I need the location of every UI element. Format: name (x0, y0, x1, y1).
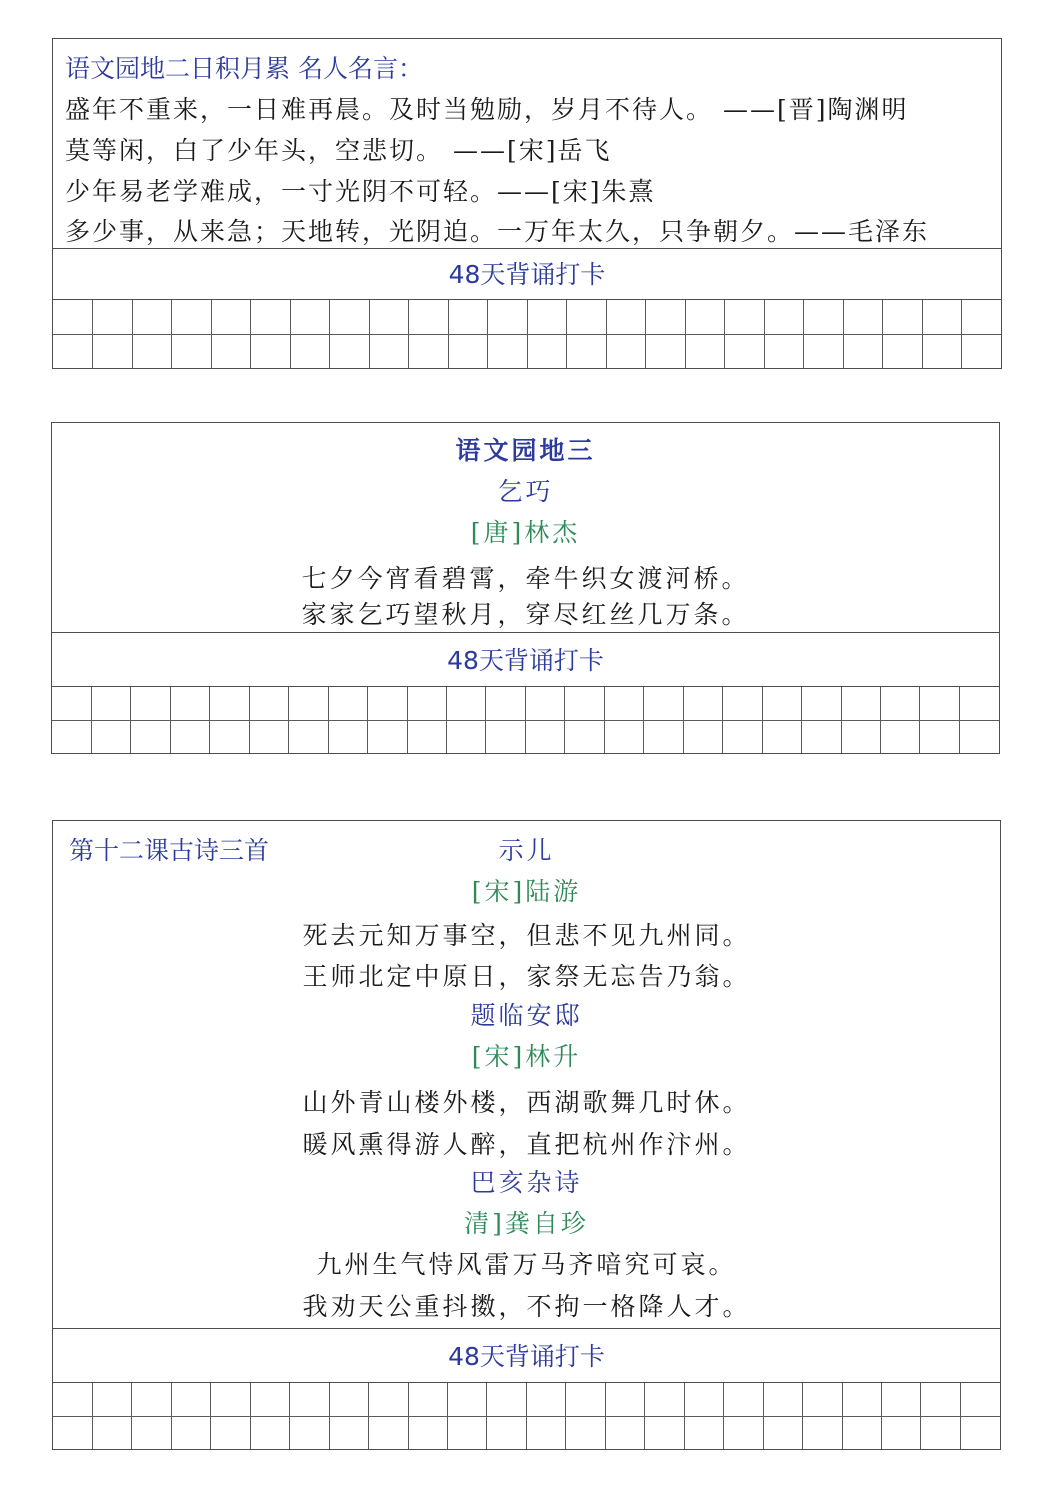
checkin-cell[interactable] (368, 687, 407, 720)
checkin-cell[interactable] (249, 687, 288, 720)
checkin-cell[interactable] (211, 334, 251, 368)
poem-line: 死去元知万事空，但悲不见九州同。 (302, 921, 751, 950)
checkin-cell[interactable] (842, 1416, 881, 1449)
checkin-cell[interactable] (93, 300, 133, 334)
checkin-cell[interactable] (883, 334, 923, 368)
checkin-cell[interactable] (606, 300, 646, 334)
checkin-cell[interactable] (922, 334, 962, 368)
poem-line: 暖风熏得游人醉，直把杭州作汴州。 (302, 1130, 751, 1159)
checkin-cell[interactable] (841, 720, 880, 753)
poem-line: 王师北定中原日，家祭无忘告乃翁。 (302, 962, 751, 991)
checkin-cell[interactable] (764, 300, 804, 334)
checkin-cell[interactable] (92, 1416, 131, 1449)
checkin-cell[interactable] (566, 1416, 605, 1449)
poem-title: 示儿 (498, 836, 555, 865)
checkin-cell[interactable] (566, 1383, 605, 1416)
poem-line: 山外青山楼外楼，西湖歌舞几时休。 (302, 1088, 751, 1117)
checkin-cell[interactable] (567, 334, 607, 368)
poem-line: 九州生气恃风雷万马齐喑究可哀。 (316, 1250, 737, 1279)
card-gushi-sanshou (52, 820, 1001, 1450)
checkin-cell[interactable] (132, 1416, 171, 1449)
poem-title: 巴亥杂诗 (470, 1168, 583, 1197)
checkin-cell[interactable] (92, 1383, 131, 1416)
checkin-cell[interactable] (764, 334, 804, 368)
checkin-cell[interactable] (250, 1416, 289, 1449)
quote-line: 盛年不重来，一日难再晨。及时当勉励，岁月不待人。 ——[晋]陶渊明 (65, 95, 909, 124)
checkin-cell[interactable] (290, 1416, 329, 1449)
checkin-cell[interactable] (487, 1383, 526, 1416)
checkin-cell[interactable] (565, 720, 604, 753)
checkin-cell[interactable] (960, 1416, 1000, 1449)
checkin-cell[interactable] (804, 334, 844, 368)
checkin-cell[interactable] (762, 720, 801, 753)
checkin-cell[interactable] (881, 720, 920, 753)
checkin-cell[interactable] (685, 334, 725, 368)
checkin-cell[interactable] (289, 720, 328, 753)
poem-line: 我劝天公重抖擞，不拘一格降人才。 (302, 1292, 751, 1321)
quote-line: 少年易老学难成，一寸光阴不可轻。——[宋]朱熹 (65, 177, 656, 206)
card3-heading: 第十二课古诗三首 (69, 836, 270, 865)
checkin-cell[interactable] (604, 687, 643, 720)
punch-label: 48天背诵打卡 (53, 248, 1001, 301)
punch-label: 48天背诵打卡 (52, 632, 999, 688)
poem-line: 七夕今宵看碧霄，牵牛织女渡河桥。 (301, 564, 750, 593)
checkin-cell[interactable] (328, 720, 367, 753)
checkin-cell[interactable] (724, 1416, 763, 1449)
checkin-cell[interactable] (132, 300, 172, 334)
checkin-cell[interactable] (211, 1416, 250, 1449)
checkin-cell[interactable] (170, 720, 209, 753)
checkin-cell[interactable] (249, 720, 288, 753)
checkin-cell[interactable] (843, 300, 883, 334)
checkin-grid (53, 1382, 1000, 1449)
checkin-cell[interactable] (684, 1383, 723, 1416)
checkin-cell[interactable] (447, 720, 486, 753)
checkin-cell[interactable] (448, 334, 488, 368)
checkin-cell[interactable] (487, 1416, 526, 1449)
checkin-cell[interactable] (407, 687, 446, 720)
checkin-cell[interactable] (921, 1383, 960, 1416)
checkin-cell[interactable] (959, 720, 999, 753)
checkin-cell[interactable] (91, 720, 130, 753)
checkin-cell[interactable] (329, 1383, 368, 1416)
checkin-cell[interactable] (606, 334, 646, 368)
poem-title: 乞巧 (497, 477, 554, 506)
checkin-cell[interactable] (93, 334, 133, 368)
checkin-cell[interactable] (804, 300, 844, 334)
checkin-cell[interactable] (526, 1416, 565, 1449)
checkin-cell[interactable] (210, 720, 249, 753)
poem-author: [宋]陆游 (471, 877, 582, 906)
poem-line: 家家乞巧望秋月，穿尽红丝几万条。 (301, 600, 750, 629)
checkin-cell[interactable] (171, 1383, 210, 1416)
checkin-cell[interactable] (883, 300, 923, 334)
checkin-cell[interactable] (251, 300, 291, 334)
checkin-cell[interactable] (605, 1416, 644, 1449)
punch-label: 48天背诵打卡 (53, 1328, 1000, 1385)
checkin-cell[interactable] (683, 720, 722, 753)
checkin-cell[interactable] (644, 687, 683, 720)
checkin-cell[interactable] (763, 1383, 802, 1416)
checkin-cell[interactable] (645, 1383, 684, 1416)
poem-title: 题临安邸 (470, 1001, 583, 1030)
checkin-grid (52, 686, 999, 753)
checkin-cell[interactable] (644, 720, 683, 753)
checkin-cell[interactable] (684, 1416, 723, 1449)
checkin-cell[interactable] (132, 334, 172, 368)
checkin-cell[interactable] (882, 1383, 921, 1416)
checkin-cell[interactable] (53, 334, 93, 368)
checkin-cell[interactable] (962, 300, 1002, 334)
checkin-cell[interactable] (486, 720, 525, 753)
checkin-cell[interactable] (408, 1416, 447, 1449)
checkin-cell[interactable] (960, 1383, 1000, 1416)
checkin-cell[interactable] (368, 720, 407, 753)
checkin-cell[interactable] (959, 687, 999, 720)
checkin-cell[interactable] (803, 1383, 842, 1416)
checkin-cell[interactable] (486, 687, 525, 720)
checkin-cell[interactable] (290, 1383, 329, 1416)
checkin-cell[interactable] (408, 1383, 447, 1416)
checkin-cell[interactable] (646, 334, 686, 368)
checkin-cell[interactable] (211, 1383, 250, 1416)
checkin-cell[interactable] (132, 1383, 171, 1416)
checkin-cell[interactable] (131, 720, 170, 753)
checkin-cell[interactable] (330, 334, 370, 368)
checkin-cell[interactable] (329, 1416, 368, 1449)
checkin-cell[interactable] (527, 334, 567, 368)
checkin-cell[interactable] (289, 687, 328, 720)
checkin-cell[interactable] (525, 720, 564, 753)
checkin-cell[interactable] (251, 334, 291, 368)
card-yuwen-yuandi-san (51, 422, 1000, 754)
poem-author: [唐]林杰 (470, 518, 581, 547)
checkin-grid (53, 299, 1001, 368)
checkin-cell[interactable] (290, 334, 330, 368)
checkin-cell[interactable] (172, 334, 212, 368)
checkin-cell[interactable] (762, 687, 801, 720)
checkin-cell[interactable] (567, 300, 607, 334)
quote-line: 莫等闲，白了少年头，空悲切。 ——[宋]岳飞 (65, 136, 612, 165)
checkin-cell[interactable] (842, 1383, 881, 1416)
checkin-cell[interactable] (881, 687, 920, 720)
poem-author: 清]龚自珍 (464, 1209, 589, 1238)
checkin-cell[interactable] (53, 1416, 92, 1449)
checkin-cell[interactable] (725, 334, 765, 368)
checkin-cell[interactable] (407, 720, 446, 753)
checkin-cell[interactable] (488, 300, 528, 334)
checkin-cell[interactable] (882, 1416, 921, 1449)
checkin-cell[interactable] (210, 687, 249, 720)
card1-heading: 语文园地二日积月累 名人名言： (65, 54, 423, 83)
checkin-cell[interactable] (131, 687, 170, 720)
checkin-cell[interactable] (645, 1416, 684, 1449)
poem-author: [宋]林升 (471, 1042, 582, 1071)
quote-line: 多少事，从来急；天地转，光阴迫。一万年太久，只争朝夕。——毛泽东 (65, 217, 930, 246)
checkin-cell[interactable] (685, 300, 725, 334)
checkin-cell[interactable] (723, 687, 762, 720)
checkin-cell[interactable] (605, 1383, 644, 1416)
checkin-cell[interactable] (843, 334, 883, 368)
checkin-cell[interactable] (53, 300, 93, 334)
checkin-cell[interactable] (646, 300, 686, 334)
checkin-cell[interactable] (488, 334, 528, 368)
checkin-cell[interactable] (170, 687, 209, 720)
checkin-cell[interactable] (53, 1383, 92, 1416)
checkin-cell[interactable] (565, 687, 604, 720)
checkin-cell[interactable] (448, 1383, 487, 1416)
checkin-cell[interactable] (369, 1416, 408, 1449)
checkin-cell[interactable] (409, 334, 449, 368)
checkin-cell[interactable] (409, 300, 449, 334)
checkin-cell[interactable] (328, 687, 367, 720)
checkin-cell[interactable] (52, 720, 91, 753)
checkin-cell[interactable] (841, 687, 880, 720)
checkin-cell[interactable] (725, 300, 765, 334)
checkin-cell[interactable] (448, 300, 488, 334)
checkin-cell[interactable] (172, 300, 212, 334)
checkin-cell[interactable] (802, 720, 841, 753)
checkin-cell[interactable] (369, 334, 409, 368)
checkin-cell[interactable] (921, 1416, 960, 1449)
checkin-cell[interactable] (803, 1416, 842, 1449)
card-mingren-mingyan (52, 38, 1002, 369)
checkin-cell[interactable] (447, 687, 486, 720)
checkin-cell[interactable] (211, 300, 251, 334)
checkin-cell[interactable] (920, 720, 959, 753)
checkin-cell[interactable] (290, 300, 330, 334)
checkin-cell[interactable] (604, 720, 643, 753)
checkin-cell[interactable] (52, 687, 91, 720)
checkin-cell[interactable] (802, 687, 841, 720)
checkin-cell[interactable] (369, 300, 409, 334)
checkin-cell[interactable] (91, 687, 130, 720)
checkin-cell[interactable] (683, 687, 722, 720)
checkin-cell[interactable] (250, 1383, 289, 1416)
checkin-cell[interactable] (369, 1383, 408, 1416)
checkin-cell[interactable] (723, 720, 762, 753)
checkin-cell[interactable] (922, 300, 962, 334)
checkin-cell[interactable] (526, 1383, 565, 1416)
checkin-cell[interactable] (724, 1383, 763, 1416)
checkin-cell[interactable] (527, 300, 567, 334)
checkin-cell[interactable] (763, 1416, 802, 1449)
checkin-cell[interactable] (171, 1416, 210, 1449)
checkin-cell[interactable] (448, 1416, 487, 1449)
checkin-cell[interactable] (525, 687, 564, 720)
card2-heading: 语文园地三 (455, 436, 596, 465)
checkin-cell[interactable] (962, 334, 1002, 368)
checkin-cell[interactable] (920, 687, 959, 720)
checkin-cell[interactable] (330, 300, 370, 334)
